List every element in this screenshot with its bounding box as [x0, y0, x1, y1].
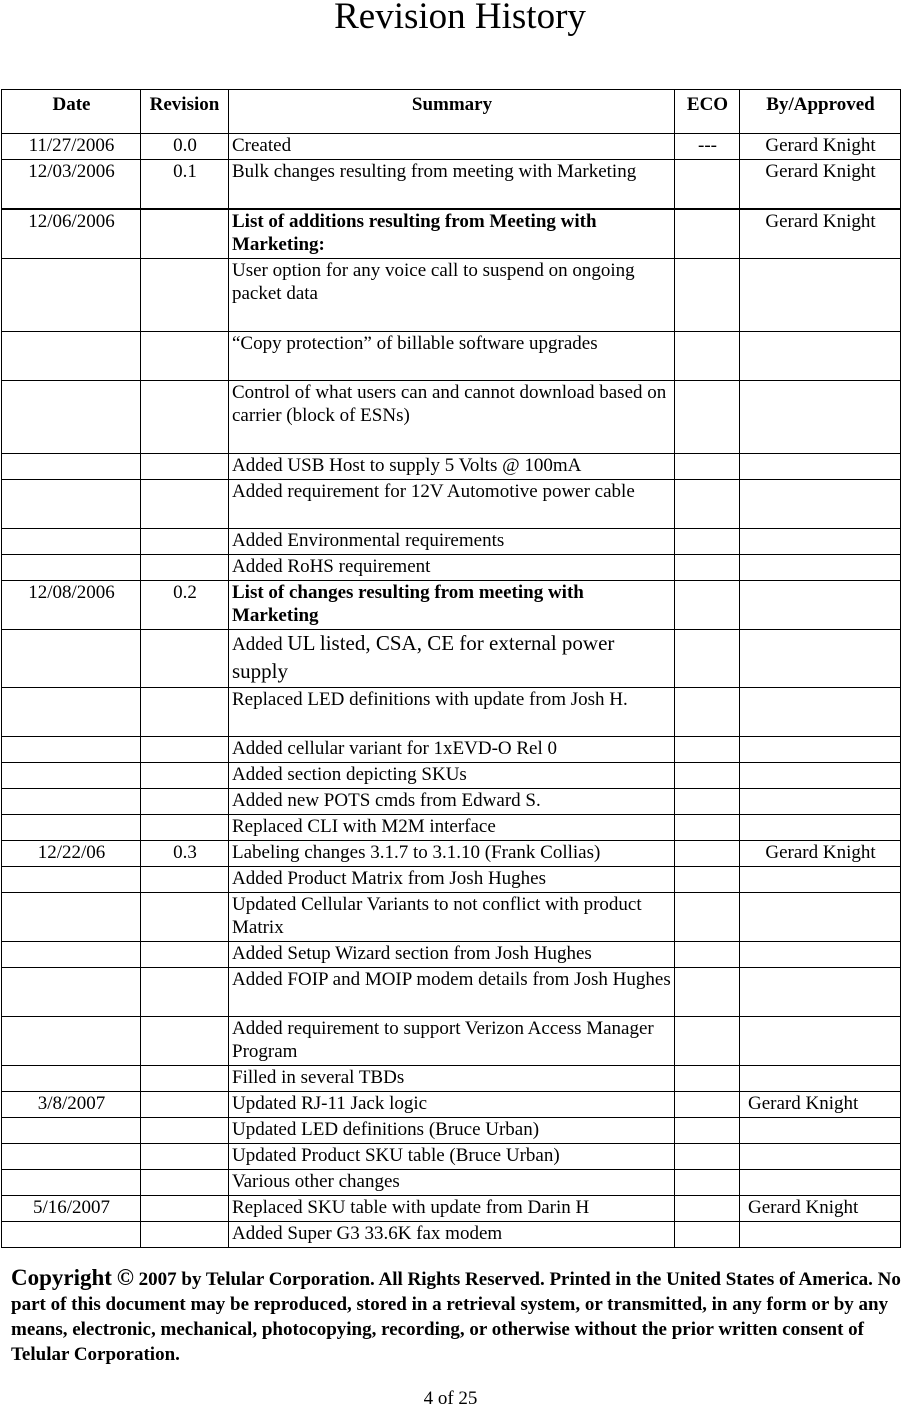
- table-row: [2, 841, 901, 867]
- cell-by: [740, 763, 901, 789]
- summary-text: UL listed, CSA, CE for external power supply: [232, 631, 615, 683]
- cell-eco: [675, 1066, 740, 1092]
- cell-summary: Added Setup Wizard section from Josh Hughes: [229, 942, 675, 968]
- cell-summary: Added FOIP and MOIP modem details from Josh Hughes: [229, 968, 675, 1017]
- cell-rev: [141, 1017, 229, 1066]
- cell-date: [2, 763, 141, 789]
- table-row: [2, 630, 901, 688]
- cell-date: [2, 555, 141, 581]
- cell-by: Gerard Knight: [740, 1196, 901, 1222]
- cell-summary: Added section depicting SKUs: [229, 763, 675, 789]
- table-row: [2, 581, 901, 630]
- cell-date: 12/22/06: [2, 841, 141, 867]
- cell-by: Gerard Knight: [740, 209, 901, 259]
- cell-eco: [675, 1196, 740, 1222]
- cell-rev: [141, 688, 229, 737]
- cell-by: Gerard Knight: [740, 841, 901, 867]
- cell-date: [2, 942, 141, 968]
- cell-summary: “Copy protection” of billable software upgrades: [229, 332, 675, 381]
- cell-eco: [675, 942, 740, 968]
- cell-summary: Various other changes: [229, 1170, 675, 1196]
- cell-eco: [675, 454, 740, 480]
- cell-rev: [141, 1196, 229, 1222]
- cell-rev: [141, 209, 229, 259]
- table-row: [2, 529, 901, 555]
- cell-date: [2, 480, 141, 529]
- copyright-symbol: ©: [116, 1265, 134, 1290]
- table-row: [2, 1196, 901, 1222]
- cell-summary: Replaced SKU table with update from Darin H: [229, 1196, 675, 1222]
- table-row: [2, 209, 901, 259]
- cell-by: [740, 1118, 901, 1144]
- cell-eco: [675, 630, 740, 688]
- cell-eco: [675, 688, 740, 737]
- cell-eco: [675, 480, 740, 529]
- cell-date: [2, 737, 141, 763]
- cell-by: [740, 968, 901, 1017]
- cell-rev: [141, 555, 229, 581]
- cell-by: [740, 381, 901, 454]
- cell-date: [2, 789, 141, 815]
- cell-date: 11/27/2006: [2, 134, 141, 160]
- cell-eco: [675, 1144, 740, 1170]
- cell-date: [2, 1066, 141, 1092]
- cell-by: [740, 1144, 901, 1170]
- cell-by: [740, 737, 901, 763]
- table-row: [2, 1222, 901, 1248]
- cell-eco: [675, 867, 740, 893]
- cell-by: [740, 867, 901, 893]
- cell-rev: 0.3: [141, 841, 229, 867]
- header-date: Date: [2, 90, 141, 134]
- table-row: [2, 480, 901, 529]
- cell-summary: Added Environmental requirements: [229, 529, 675, 555]
- cell-rev: [141, 381, 229, 454]
- table-row: [2, 1118, 901, 1144]
- cell-summary: Added requirement for 12V Automotive power cable: [229, 480, 675, 529]
- cell-rev: 0.0: [141, 134, 229, 160]
- cell-by: [740, 1066, 901, 1092]
- cell-date: [2, 529, 141, 555]
- cell-date: 12/08/2006: [2, 581, 141, 630]
- cell-summary: Bulk changes resulting from meeting with Marketing: [229, 160, 675, 210]
- table-row: [2, 968, 901, 1017]
- table-row: [2, 134, 901, 160]
- table-row: [2, 1066, 901, 1092]
- cell-eco: [675, 968, 740, 1017]
- cell-by: Gerard Knight: [740, 160, 901, 210]
- cell-date: [2, 867, 141, 893]
- cell-summary: List of changes resulting from meeting with Marketing: [229, 581, 675, 630]
- cell-by: [740, 815, 901, 841]
- cell-by: [740, 454, 901, 480]
- header-by-approved: By/Approved: [740, 90, 901, 134]
- table-row: [2, 789, 901, 815]
- cell-date: [2, 259, 141, 332]
- table-row: [2, 1170, 901, 1196]
- table-row: [2, 1017, 901, 1066]
- cell-summary: Added Super G3 33.6K fax modem: [229, 1222, 675, 1248]
- cell-rev: [141, 1170, 229, 1196]
- cell-eco: [675, 581, 740, 630]
- cell-summary: Added Product Matrix from Josh Hughes: [229, 867, 675, 893]
- cell-eco: [675, 763, 740, 789]
- cell-eco: [675, 332, 740, 381]
- cell-by: Gerard Knight: [740, 1092, 901, 1118]
- cell-date: [2, 630, 141, 688]
- table-row: [2, 332, 901, 381]
- cell-by: [740, 1017, 901, 1066]
- cell-summary: Filled in several TBDs: [229, 1066, 675, 1092]
- cell-by: [740, 529, 901, 555]
- cell-summary: Replaced LED definitions with update from Josh H.: [229, 688, 675, 737]
- cell-by: [740, 1170, 901, 1196]
- cell-rev: [141, 480, 229, 529]
- cell-by: [740, 332, 901, 381]
- cell-eco: ---: [675, 134, 740, 160]
- cell-rev: 0.2: [141, 581, 229, 630]
- cell-summary: List of additions resulting from Meeting with Marketing:: [229, 209, 675, 259]
- cell-summary: User option for any voice call to suspend on ongoing packet data: [229, 259, 675, 332]
- table-row: [2, 454, 901, 480]
- cell-date: [2, 1144, 141, 1170]
- cell-by: [740, 1222, 901, 1248]
- table-header-row: [2, 90, 901, 134]
- cell-rev: [141, 737, 229, 763]
- page-number: 4 of 25: [423, 1388, 478, 1409]
- table-row: [2, 381, 901, 454]
- cell-summary: [229, 630, 675, 688]
- cell-by: [740, 942, 901, 968]
- cell-date: 5/16/2007: [2, 1196, 141, 1222]
- cell-eco: [675, 841, 740, 867]
- cell-by: [740, 581, 901, 630]
- cell-eco: [675, 381, 740, 454]
- table-row: [2, 867, 901, 893]
- table-row: [2, 160, 901, 210]
- cell-by: [740, 688, 901, 737]
- cell-by: [740, 555, 901, 581]
- cell-by: [740, 259, 901, 332]
- cell-eco: [675, 555, 740, 581]
- cell-rev: [141, 893, 229, 942]
- cell-date: [2, 1118, 141, 1144]
- cell-date: [2, 1170, 141, 1196]
- cell-summary: Updated Cellular Variants to not conflict with product Matrix: [229, 893, 675, 942]
- table-row: [2, 688, 901, 737]
- cell-summary: Control of what users can and cannot download based on carrier (block of ESNs): [229, 381, 675, 454]
- cell-by: [740, 480, 901, 529]
- cell-eco: [675, 1092, 740, 1118]
- cell-rev: [141, 332, 229, 381]
- cell-summary: Added requirement to support Verizon Access Manager Program: [229, 1017, 675, 1066]
- header-revision: Revision: [141, 90, 229, 134]
- cell-rev: [141, 259, 229, 332]
- cell-rev: [141, 763, 229, 789]
- table-row: [2, 737, 901, 763]
- cell-rev: [141, 630, 229, 688]
- cell-summary: Updated RJ-11 Jack logic: [229, 1092, 675, 1118]
- cell-date: 12/03/2006: [2, 160, 141, 210]
- table-row: [2, 815, 901, 841]
- cell-date: [2, 893, 141, 942]
- cell-date: [2, 332, 141, 381]
- summary-prefix: Added: [232, 634, 288, 655]
- cell-rev: [141, 1118, 229, 1144]
- cell-summary: Created: [229, 134, 675, 160]
- cell-date: [2, 1017, 141, 1066]
- cell-by: [740, 893, 901, 942]
- cell-rev: [141, 942, 229, 968]
- cell-by: Gerard Knight: [740, 134, 901, 160]
- cell-summary: Added RoHS requirement: [229, 555, 675, 581]
- cell-date: [2, 454, 141, 480]
- cell-rev: [141, 867, 229, 893]
- cell-summary: Updated LED definitions (Bruce Urban): [229, 1118, 675, 1144]
- cell-eco: [675, 209, 740, 259]
- copyright-text: 2007 by Telular Corporation. All Rights Reserved. Printed in the United States of America. No part of this document may be reproduced, stored in a retrieval system, or transmitted, in any form or by any means, electronic, mechanical, photocopying, recording, or otherwise without the prior written consent of Telular Corporation.: [11, 1269, 901, 1365]
- cell-date: [2, 381, 141, 454]
- cell-summary: Added USB Host to supply 5 Volts @ 100mA: [229, 454, 675, 480]
- table-row: [2, 942, 901, 968]
- cell-rev: [141, 1222, 229, 1248]
- cell-rev: [141, 789, 229, 815]
- cell-eco: [675, 160, 740, 210]
- cell-summary: Replaced CLI with M2M interface: [229, 815, 675, 841]
- table-row: [2, 893, 901, 942]
- cell-rev: [141, 968, 229, 1017]
- cell-summary: Labeling changes 3.1.7 to 3.1.10 (Frank Collias): [229, 841, 675, 867]
- cell-rev: 0.1: [141, 160, 229, 210]
- cell-rev: [141, 529, 229, 555]
- cell-eco: [675, 815, 740, 841]
- cell-date: [2, 968, 141, 1017]
- table-row: [2, 1144, 901, 1170]
- cell-rev: [141, 454, 229, 480]
- cell-summary: Added new POTS cmds from Edward S.: [229, 789, 675, 815]
- cell-eco: [675, 1222, 740, 1248]
- table-row: [2, 763, 901, 789]
- header-eco: ECO: [675, 90, 740, 134]
- table-row: [2, 1092, 901, 1118]
- cell-eco: [675, 1118, 740, 1144]
- cell-rev: [141, 1092, 229, 1118]
- cell-date: [2, 815, 141, 841]
- cell-date: [2, 688, 141, 737]
- page-title: Revision History: [334, 0, 586, 37]
- copyright-word: Copyright: [11, 1265, 112, 1290]
- cell-eco: [675, 1170, 740, 1196]
- table-row: [2, 259, 901, 332]
- cell-rev: [141, 1066, 229, 1092]
- cell-summary: Updated Product SKU table (Bruce Urban): [229, 1144, 675, 1170]
- copyright-notice: [11, 1265, 901, 1367]
- revision-history-table: [1, 89, 901, 1248]
- cell-summary: Added cellular variant for 1xEVD-O Rel 0: [229, 737, 675, 763]
- cell-by: [740, 789, 901, 815]
- cell-eco: [675, 737, 740, 763]
- cell-eco: [675, 893, 740, 942]
- cell-eco: [675, 789, 740, 815]
- cell-eco: [675, 1017, 740, 1066]
- table-row: [2, 555, 901, 581]
- cell-rev: [141, 815, 229, 841]
- cell-by: [740, 630, 901, 688]
- header-summary: Summary: [229, 90, 675, 134]
- cell-rev: [141, 1144, 229, 1170]
- cell-date: 12/06/2006: [2, 209, 141, 259]
- cell-date: 3/8/2007: [2, 1092, 141, 1118]
- cell-eco: [675, 529, 740, 555]
- cell-eco: [675, 259, 740, 332]
- cell-date: [2, 1222, 141, 1248]
